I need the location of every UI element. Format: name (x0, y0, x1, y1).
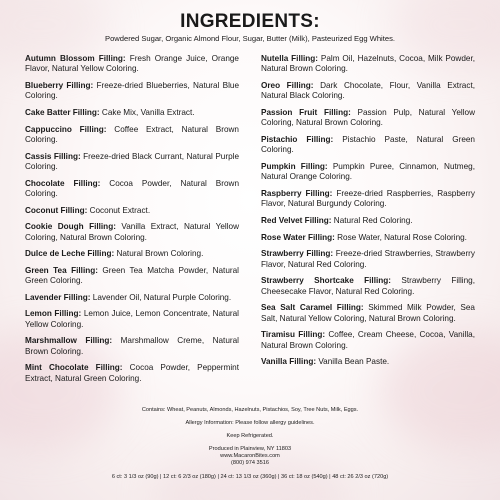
filling-name: Strawberry Filling: (261, 249, 334, 259)
phone-number: (800) 974 3516 (231, 460, 269, 466)
filling-item (25, 125, 239, 146)
allergy-info: Allergy Information: Please follow allergy guidelines. (185, 420, 315, 426)
filling-item (261, 249, 475, 270)
package-sizes: 6 ct: 3 1/3 oz (90g) | 12 ct: 6 2/3 oz (180g) | 24 ct: 13 1/3 oz (360g) | 36 ct: 18 oz (540g) | 48 ct: 26 2/3 oz (720g) (111, 474, 389, 480)
filling-item (261, 81, 475, 102)
filling-name: Vanilla Filling: (261, 357, 317, 367)
filling-item (261, 233, 475, 243)
filling-item (25, 206, 239, 216)
filling-ingredients: Natural Brown Coloring. (114, 249, 204, 259)
filling-item (25, 222, 239, 243)
filling-item (25, 108, 239, 118)
filling-ingredients: Rose Water, Natural Rose Coloring. (334, 232, 467, 242)
filling-name: Cake Batter Filling: (25, 108, 100, 117)
filling-item (261, 330, 475, 351)
filling-ingredients: Natural Red Coloring. (331, 216, 413, 225)
filling-ingredients: Skimmed Milk Powder, Sea Salt, Natural Yellow Coloring, Natural Brown Coloring. (261, 303, 475, 323)
filling-ingredients: Lavender Oil, Natural Purple Coloring. (90, 292, 232, 302)
fillings-column-right (261, 54, 475, 374)
filling-name: Green Tea Filling: (25, 265, 98, 275)
filling-name: Lemon Filling: (25, 309, 82, 319)
website: www.MacaronBites.com (220, 453, 280, 459)
filling-item (261, 54, 475, 75)
filling-ingredients: Pistachio Paste, Natural Green Coloring. (261, 135, 475, 155)
filling-ingredients: Dark Chocolate, Flour, Vanilla Extract, Natural Black Coloring. (261, 81, 475, 101)
filling-name: Chocolate Filling: (25, 178, 101, 188)
fillings-column-left (25, 54, 239, 390)
filling-item (261, 357, 475, 367)
filling-item (25, 363, 239, 384)
filling-ingredients: Coffee Extract, Natural Brown Coloring. (25, 124, 239, 144)
filling-name: Oreo Filling: (261, 81, 314, 90)
filling-name: Rose Water Filling: (261, 232, 335, 242)
filling-item (261, 276, 475, 297)
filling-name: Lavender Filling: (25, 292, 91, 302)
page-title: INGREDIENTS: (180, 11, 320, 32)
filling-ingredients: Fresh Orange Juice, Orange Flavor, Natural Yellow Coloring. (25, 54, 239, 74)
filling-name: Strawberry Shortcake Filling: (261, 276, 391, 286)
filling-item (25, 309, 239, 330)
filling-name: Sea Salt Caramel Filling: (261, 303, 364, 313)
filling-ingredients: Pumpkin Puree, Cinnamon, Nutmeg, Natural Orange Coloring. (261, 162, 475, 182)
filling-name: Cappuccino Filling: (25, 124, 107, 134)
filling-ingredients: Marshmallow Creme, Natural Brown Coloring. (25, 336, 239, 356)
filling-ingredients: Green Tea Matcha Powder, Natural Green Coloring. (25, 265, 239, 286)
filling-item (261, 216, 475, 226)
filling-item (25, 293, 239, 303)
base-ingredients: Powdered Sugar, Organic Almond Flour, Sugar, Butter (Milk), Pasteurized Egg Whites. (105, 34, 395, 43)
filling-name: Coconut Filling: (25, 205, 88, 215)
filling-ingredients: Cocoa Powder, Natural Brown Coloring. (25, 178, 239, 198)
filling-ingredients: Freeze-dried Black Currant, Natural Purple Coloring. (25, 151, 239, 171)
filling-name: Cassis Filling: (25, 151, 81, 161)
filling-item (25, 249, 239, 259)
filling-name: Marshmallow Filling: (25, 336, 113, 346)
filling-name: Raspberry Filling: (261, 189, 333, 198)
filling-name: Tiramisu Filling: (261, 330, 326, 340)
filling-item (261, 189, 475, 210)
filling-ingredients: Freeze-dried Strawberries, Strawberry Flavor, Natural Red Coloring. (261, 249, 475, 269)
filling-ingredients: Lemon Juice, Lemon Concentrate, Natural Yellow Coloring. (25, 309, 239, 329)
filling-name: Nutella Filling: (261, 54, 319, 63)
filling-ingredients: Strawberry Filling, Cheesecake Flavor, Natural Red Coloring. (261, 276, 476, 296)
filling-item (25, 266, 239, 287)
filling-item (261, 162, 475, 183)
filling-name: Mint Chocolate Filling: (25, 363, 123, 373)
filling-name: Blueberry Filling: (25, 81, 94, 90)
filling-name: Autumn Blossom Filling: (25, 54, 126, 63)
filling-item (261, 135, 475, 156)
filling-item (25, 81, 239, 102)
allergen-contains: Contains: Wheat, Peanuts, Almonds, Hazelnuts, Pistachios, Soy, Tree Nuts, Milk, Eggs. (141, 407, 359, 413)
filling-item (25, 336, 239, 357)
filling-ingredients: Cake Mix, Vanilla Extract. (99, 108, 195, 117)
filling-ingredients: Passion Pulp, Natural Yellow Coloring, Natural Brown Coloring. (261, 108, 475, 128)
produced-location: Produced in Plainview, NY 11803 (208, 446, 292, 452)
filling-ingredients: Vanilla Extract, Natural Yellow Coloring, Natural Brown Coloring. (25, 222, 240, 242)
filling-ingredients: Cocoa Powder, Peppermint Extract, Natural Green Coloring. (25, 363, 240, 383)
filling-ingredients: Coconut Extract. (87, 205, 151, 215)
filling-item (25, 152, 239, 173)
filling-name: Pistachio Filling: (261, 135, 334, 144)
filling-name: Dulce de Leche Filling: (25, 249, 115, 259)
filling-ingredients: Freeze-dried Raspberries, Raspberry Flavor, Natural Burgundy Coloring. (261, 189, 476, 209)
filling-ingredients: Freeze-dried Blueberries, Natural Blue Coloring. (25, 81, 239, 101)
filling-ingredients: Coffee, Cream Cheese, Cocoa, Vanilla, Natural Brown Coloring. (261, 330, 475, 350)
filling-item (261, 108, 475, 129)
filling-item (25, 54, 239, 75)
filling-ingredients: Palm Oil, Hazelnuts, Cocoa, Milk Powder, Natural Brown Coloring. (261, 54, 476, 74)
storage-note: Keep Refrigerated. (226, 433, 274, 439)
filling-item (261, 303, 475, 324)
filling-name: Cookie Dough Filling: (25, 222, 116, 232)
filling-name: Pumpkin Filling: (261, 162, 328, 171)
filling-item (25, 179, 239, 200)
filling-ingredients: Vanilla Bean Paste. (316, 357, 390, 367)
filling-name: Red Velvet Filling: (261, 216, 332, 225)
filling-name: Passion Fruit Filling: (261, 108, 351, 117)
